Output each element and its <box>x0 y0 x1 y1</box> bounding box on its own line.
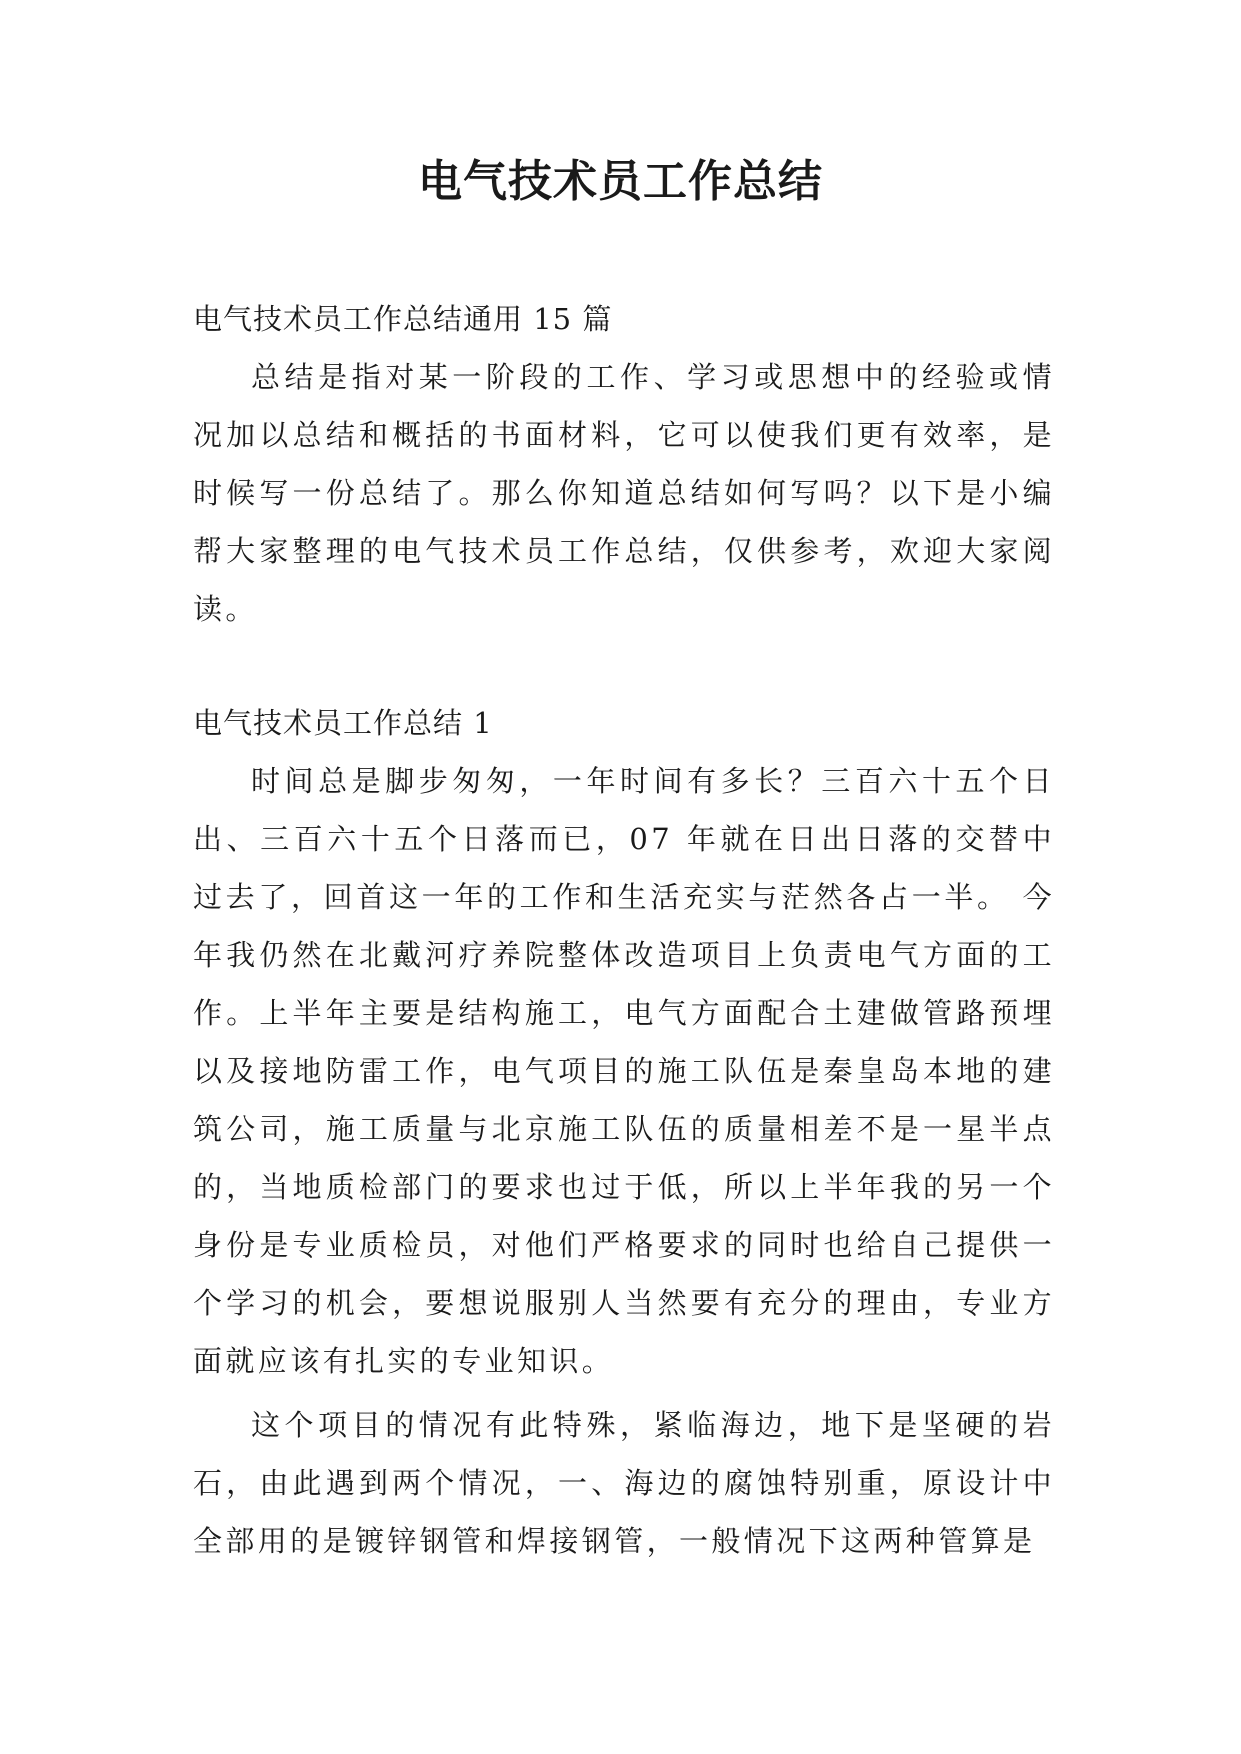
document-body <box>193 290 1055 1570</box>
section-heading: 电气技术员工作总结 1 <box>193 706 493 740</box>
body-paragraph: 时间总是脚步匆匆，一年时间有多长？三百六十五个日出、三百六十五个日落而已，07 年就在日出日落的交替中过去了，回首这一年的工作和生活充实与茫然各占一半。 今年我仍然在北戴河疗养院整体改造项目上负责电气方面的工作。上半年主要是结构施工，电气方面配合土建做管路预埋以及接地防雷工作，电气项目的施工队伍是秦皇岛本地的建筑公司，施工质量与北京施工队伍的质量相差不是一星半点的，当地质检部门的要求也过于低，所以上半年我的另一个身份是专业质检员，对他们严格要求的同时也给自己提供一个学习的机会，要想说服别人当然要有充分的理由，专业方面就应该有扎实的专业知识。 <box>193 764 1055 1378</box>
intro-paragraph: 总结是指对某一阶段的工作、学习或思想中的经验或情况加以总结和概括的书面材料，它可以使我们更有效率，是时候写一份总结了。那么你知道总结如何写吗？以下是小编帮大家整理的电气技术员工作总结，仅供参考，欢迎大家阅读。 <box>193 360 1055 626</box>
body-paragraph: 这个项目的情况有此特殊，紧临海边，地下是坚硬的岩石，由此遇到两个情况，一、海边的腐蚀特别重，原设计中全部用的是镀锌钢管和焊接钢管，一般情况下这两种管算是 <box>193 1408 1055 1558</box>
document-title: 电气技术员工作总结 <box>418 156 823 207</box>
section-spacer <box>193 638 1055 694</box>
document-subtitle: 电气技术员工作总结通用 15 篇 <box>193 302 613 336</box>
